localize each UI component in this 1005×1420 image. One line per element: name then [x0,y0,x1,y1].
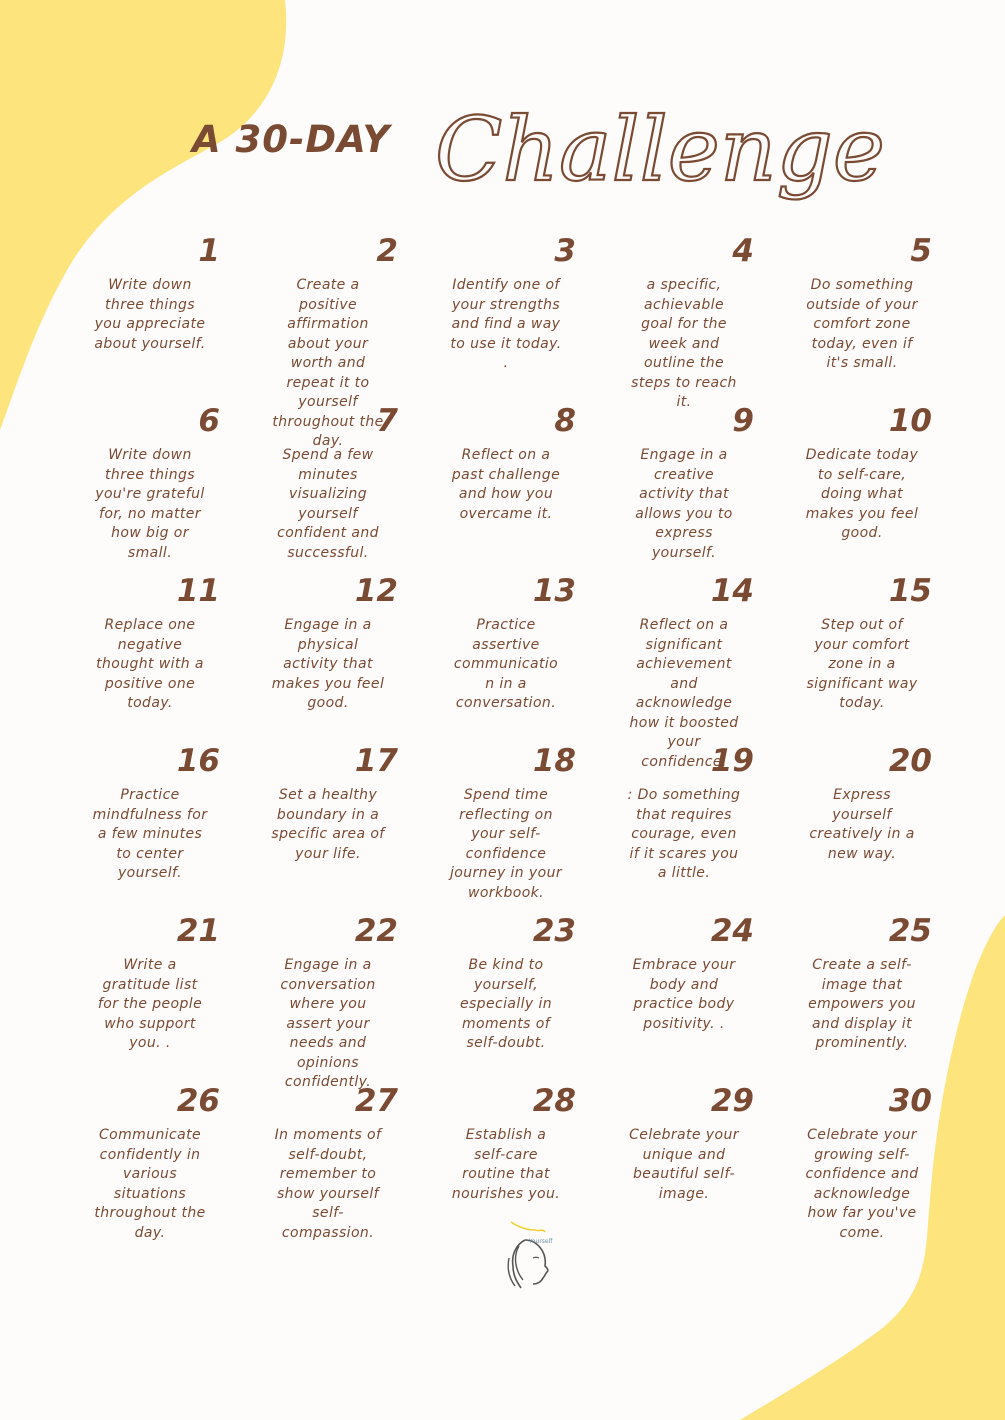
day-number: 3 [554,233,576,269]
day-number: 4 [732,233,754,269]
day-number: 1 [198,233,220,269]
day-description: Create a positive affirmation about your worth and repeat it to yourself throughout the day. [272,277,384,449]
day-number: 15 [888,573,932,609]
day-23-cell [416,908,594,1078]
day-description: : Do something that requires courage, even if it scares you a little. [627,787,741,881]
day-12-cell [238,568,416,738]
day-number: 27 [354,1083,398,1119]
day-description: Replace one negative thought with a positive one today. [96,617,204,711]
day-description: Practice assertive communicatio n in a conversation. [453,617,559,711]
day-description: Dedicate today to self-care, doing what makes you feel good. [805,447,919,541]
day-description: Communicate confidently in various situations throughout the day. [94,1127,206,1241]
day-number: 10 [888,403,932,439]
day-4-cell [594,228,772,410]
day-20-cell [772,738,950,908]
day-description: Reflect on a significant achievement and acknowledge how it boosted your confidence. [629,617,739,770]
day-number: 13 [532,573,576,609]
day-number: 11 [176,573,220,609]
day-17-cell [238,738,416,908]
day-number: 21 [176,913,220,949]
day-number: 20 [888,743,932,779]
day-number: 7 [376,403,398,439]
day-number: 29 [710,1083,754,1119]
logo-text: Yourself [529,1238,553,1245]
day-description: Engage in a creative activity that allows you to express yourself. [635,447,733,561]
day-description: Reflect on a past challenge and how you overcame it. [451,447,561,522]
day-number: 6 [198,403,220,439]
day-30-cell [772,1078,950,1248]
day-1-cell [60,228,238,398]
day-number: 9 [732,403,754,439]
day-number: 16 [176,743,220,779]
day-description: Identify one of your strengths and find a way to use it today. . [450,277,562,371]
day-number: 12 [354,573,398,609]
day-9-cell [594,398,772,568]
day-description: Be kind to yourself, especially in moments of self-doubt. [459,957,553,1051]
day-description: Celebrate your growing self-confidence and acknowledge how far you've come. [805,1127,919,1241]
day-description: Practice mindfulness for a few minutes to center yourself. [92,787,208,881]
day-16-cell [60,738,238,908]
title-prefix: A 30-DAY [192,118,391,161]
day-number: 26 [176,1083,220,1119]
brand-logo [495,1218,559,1298]
day-description: Establish a self-care routine that nourishes you. [451,1127,561,1202]
day-number: 28 [532,1083,576,1119]
day-2-cell [238,228,416,449]
day-22-cell [238,908,416,1090]
day-18-cell [416,738,594,908]
day-description: Spend a few minutes visualizing yourself confident and successful. [277,447,379,561]
day-description: Write down three things you appreciate about yourself. [94,277,206,352]
title-script [430,60,885,220]
day-number: 30 [888,1083,932,1119]
day-description: Embrace your body and practice body positivity. . [632,957,736,1032]
day-number: 5 [910,233,932,269]
day-27-cell [238,1078,416,1248]
challenge-grid [60,228,950,1248]
day-number: 23 [532,913,576,949]
day-description: Write a gratitude list for the people who support you. . [97,957,203,1051]
day-number: 8 [554,403,576,439]
day-description: Spend time reflecting on your self-confidence journey in your workbook. [450,787,562,901]
day-24-cell [594,908,772,1078]
day-description: Engage in a physical activity that makes you feel good. [271,617,385,711]
day-21-cell [60,908,238,1078]
day-8-cell [416,398,594,568]
day-5-cell [772,228,950,398]
day-description: a specific, achievable goal for the week and outline the steps to reach it. [631,277,737,410]
day-description: Engage in a conversation where you assert your needs and opinions confidently. [280,957,376,1090]
day-6-cell [60,398,238,568]
day-description: Express yourself creatively in a new way. [809,787,915,862]
title-script-text: Challenge [435,98,885,201]
day-number: 25 [888,913,932,949]
day-number: 18 [532,743,576,779]
day-11-cell [60,568,238,738]
day-number: 22 [354,913,398,949]
day-description: In moments of self-doubt, remember to show yourself self-compassion. [274,1127,382,1241]
day-description: Create a self-image that empowers you and display it prominently. [808,957,916,1051]
day-number: 19 [710,743,754,779]
day-description: Set a healthy boundary in a specific area of your life. [271,787,385,862]
face-profile-icon [495,1218,559,1298]
day-15-cell [772,568,950,738]
day-19-cell [594,738,772,908]
day-description: Do something outside of your comfort zone today, even if it's small. [806,277,918,371]
day-number: 24 [710,913,754,949]
day-3-cell [416,228,594,398]
day-7-cell [238,398,416,568]
day-26-cell [60,1078,238,1248]
day-description: Write down three things you're grateful for, no matter how big or small. [95,447,205,561]
day-13-cell [416,568,594,738]
day-number: 2 [376,233,398,269]
day-description: Step out of your comfort zone in a significant way today. [806,617,918,711]
day-description: Celebrate your unique and beautiful self-image. [629,1127,739,1202]
day-number: 14 [710,573,754,609]
day-10-cell [772,398,950,568]
day-29-cell [594,1078,772,1248]
day-number: 17 [354,743,398,779]
day-25-cell [772,908,950,1078]
